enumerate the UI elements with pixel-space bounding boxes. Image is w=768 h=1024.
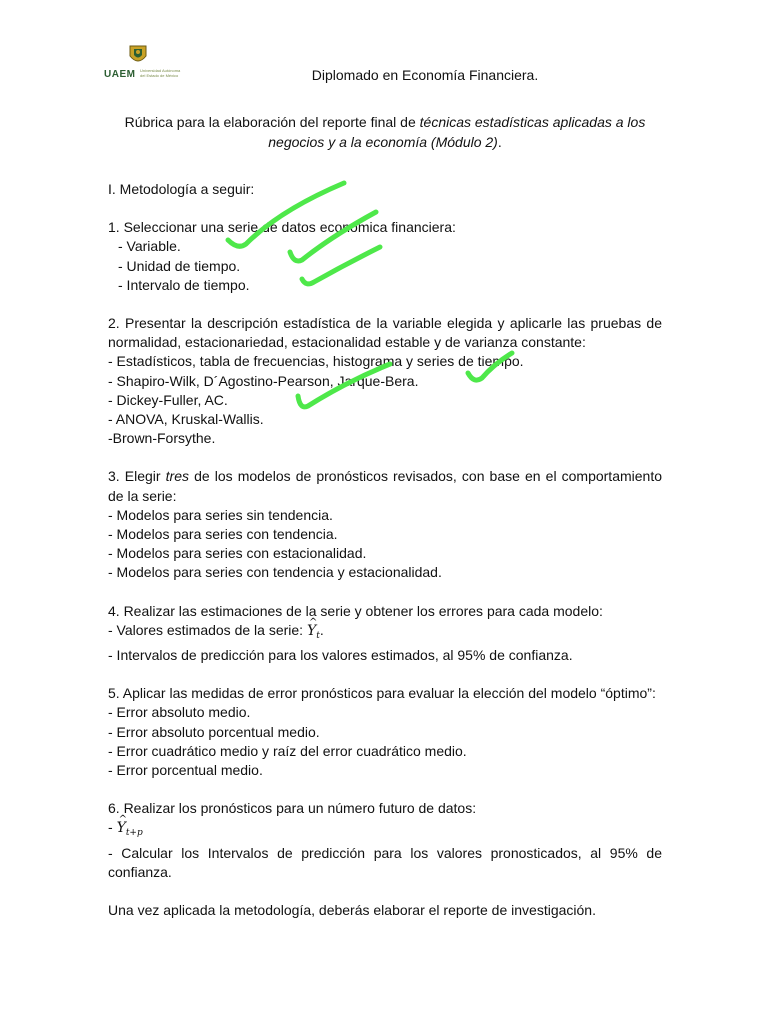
- item-suffix: .: [319, 621, 324, 638]
- step3-heading: [108, 467, 662, 505]
- list-item: - Estadísticos, tabla de frecuencias, histograma y series de tiempo.: [108, 353, 524, 370]
- list-item: - Intervalo de tiempo.: [118, 276, 250, 293]
- list-item: - Shapiro-Wilk, D´Agostino-Pearson, Jarque-Bera.: [108, 372, 419, 389]
- y-symbol: ^ Y: [307, 622, 316, 641]
- step3-suffix: de los modelos de pronósticos revisados, con base en el comportamiento de la serie:: [108, 468, 663, 504]
- step3-italic: tres: [165, 468, 189, 485]
- step5-heading: 5. Aplicar las medidas de error pronósticos para evaluar la elección del modelo “óptimo”:: [108, 685, 656, 702]
- step6-heading: 6. Realizar los pronósticos para un número futuro de datos:: [108, 800, 477, 817]
- document-body: [108, 180, 662, 920]
- course-header: Diplomado en Economía Financiera.: [311, 67, 539, 83]
- list-item: - ANOVA, Kruskal-Wallis.: [108, 411, 264, 428]
- logo-subtitle: Universidad Autónoma del Estado de México: [140, 68, 181, 78]
- list-item: - Modelos para series con tendencia.: [108, 526, 338, 543]
- step3-prefix: 3. Elegir: [108, 468, 166, 485]
- document-title: [108, 112, 662, 152]
- step1-heading: 1. Seleccionar una serie de datos económica financiera:: [108, 219, 456, 236]
- item-prefix: - Valores estimados de la serie:: [108, 621, 307, 638]
- step4-heading: 4. Realizar las estimaciones de la serie y obtener los errores para cada modelo:: [108, 602, 603, 619]
- logo-acronym: UAEM: [104, 69, 136, 80]
- list-item: - Dickey-Fuller, AC.: [108, 391, 228, 408]
- list-item: -Brown-Forsythe.: [108, 430, 216, 447]
- y-hat-formula: [307, 623, 320, 639]
- closing-text: Una vez aplicada la metodología, deberás elaborar el reporte de investigación.: [108, 902, 596, 919]
- list-item: - Unidad de tiempo.: [118, 257, 241, 274]
- list-item: [108, 621, 662, 646]
- list-item: - Intervalos de predicción para los valores estimados, al 95% de confianza.: [108, 647, 573, 664]
- list-item: - Variable.: [118, 238, 181, 255]
- list-item: - Modelos para series sin tendencia.: [108, 506, 333, 523]
- step2-heading: 2. Presentar la descripción estadística de la variable elegida y aplicarle las pruebas de normalidad, estacionariedad, estacionalidad estable y de varianza constante:: [108, 315, 662, 351]
- list-item: - Modelos para series con tendencia y estacionalidad.: [108, 564, 442, 581]
- list-item: - Error absoluto medio.: [108, 704, 251, 721]
- list-item: - Error porcentual medio.: [108, 762, 263, 779]
- item-prefix: -: [108, 819, 117, 836]
- y-symbol: ^ Y: [117, 819, 126, 838]
- list-item: [108, 818, 662, 843]
- list-item: - Error cuadrático medio y raíz del error cuadrático medio.: [108, 742, 467, 759]
- title-italic: técnicas estadísticas aplicadas a los negocios y a la economía (Módulo 2): [268, 114, 646, 150]
- y-hat-forecast-formula: [116, 820, 143, 839]
- y-subscript: t+p: [125, 828, 143, 839]
- y-subscript: t: [316, 630, 320, 641]
- section-heading: I. Metodología a seguir:: [108, 181, 255, 197]
- list-item: - Calcular los Intervalos de predicción para los valores pronosticados, al 95% de confianza.: [108, 844, 662, 880]
- uaem-emblem-icon: [126, 44, 150, 66]
- list-item: - Modelos para series con estacionalidad.: [108, 545, 367, 562]
- title-suffix: .: [497, 134, 502, 150]
- list-item: - Error absoluto porcentual medio.: [108, 723, 320, 740]
- title-prefix: Rúbrica para la elaboración del reporte final de: [124, 114, 420, 130]
